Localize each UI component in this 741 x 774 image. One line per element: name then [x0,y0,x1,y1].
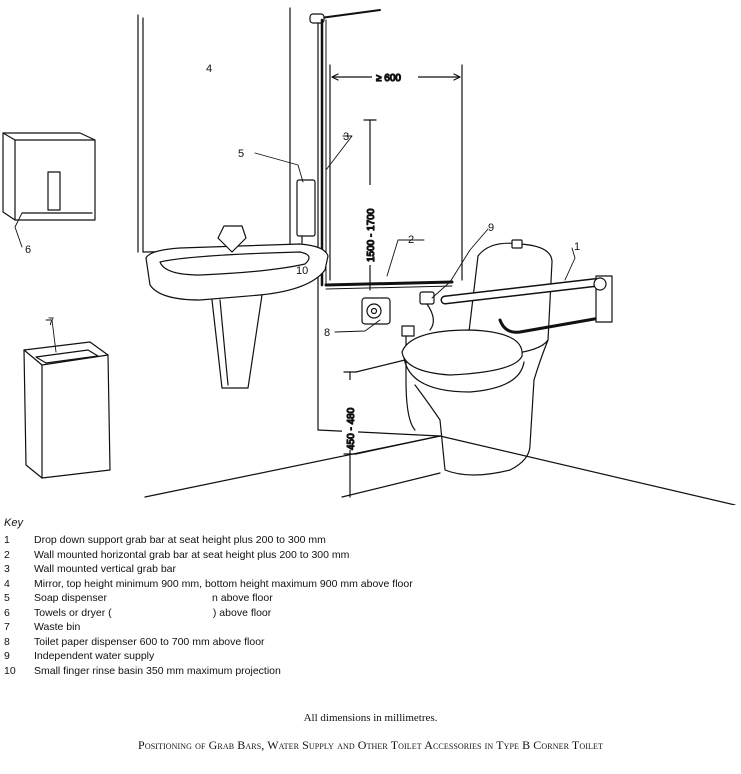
key-number: 8 [4,635,10,648]
callout-1: 1 [574,241,581,253]
key-number: 7 [4,621,10,633]
key-item [4,620,704,635]
key-text: Wall mounted horizontal grab bar at seat height plus 200 to 300 mm [34,548,350,561]
height-dimension [362,120,378,290]
key-item [4,606,704,621]
callout-9: 9 [488,222,495,234]
key-number: 1 [4,534,10,546]
key-item [4,649,704,664]
key-text: Drop down support grab bar at seat height plus 200 to 300 mm [34,534,326,546]
key-number: 6 [4,606,10,619]
callout-10: 10 [296,265,309,277]
callout-5: 5 [238,148,245,160]
key-item [4,548,704,563]
key-item [4,591,704,606]
soap-dispenser [297,180,315,243]
callout-8: 8 [324,327,331,339]
callout-3: 3 [343,131,350,143]
key-text: Small finger rinse basin 350 mm maximum projection [34,664,281,677]
key-text: Waste bin [34,621,81,633]
key-legend [4,517,704,678]
key-text: Mirror, top height minimum 900 mm, bottom height maximum 900 mm above floor [34,577,413,590]
min-width-dimension: ≥ 600 [376,73,401,84]
key-item [4,562,704,577]
key-number: 3 [4,563,10,575]
key-text: Towels or dryer ( ) above floor [34,606,272,619]
key-item [4,533,704,548]
figure-caption: Positioning of Grab Bars, Water Supply and Other Toilet Accessories in Type B Corner Toilet [138,738,603,752]
mirror [138,15,318,252]
wash-basin [146,226,331,388]
key-text: Soap dispenser n above floor [34,592,273,604]
callout-6: 6 [25,244,32,256]
vertical-range-dimension: 1500 - 1700 [366,208,377,262]
key-text: Wall mounted vertical grab bar [34,563,177,575]
key-text: Independent water supply [34,650,155,662]
waste-bin [24,342,110,478]
key-title: Key [4,517,23,529]
key-item [4,635,704,650]
key-number: 4 [4,577,10,590]
key-item [4,577,704,592]
toilet-paper-dispenser [362,298,390,324]
callout-4: 4 [206,63,213,75]
callout-2: 2 [408,234,415,246]
key-number: 10 [4,664,16,677]
seat-height-range-dimension: 450 - 480 [346,407,357,450]
callout-7: 7 [48,316,55,328]
towel-dispenser [3,133,95,220]
key-item [4,664,704,679]
key-list [4,533,704,678]
key-number: 2 [4,548,10,561]
dimensions-note: All dimensions in millimetres. [303,712,438,724]
key-number: 5 [4,592,10,604]
key-number: 9 [4,650,10,662]
horizontal-grab-bar [326,282,452,289]
key-text: Toilet paper dispenser 600 to 700 mm above floor [34,635,265,648]
